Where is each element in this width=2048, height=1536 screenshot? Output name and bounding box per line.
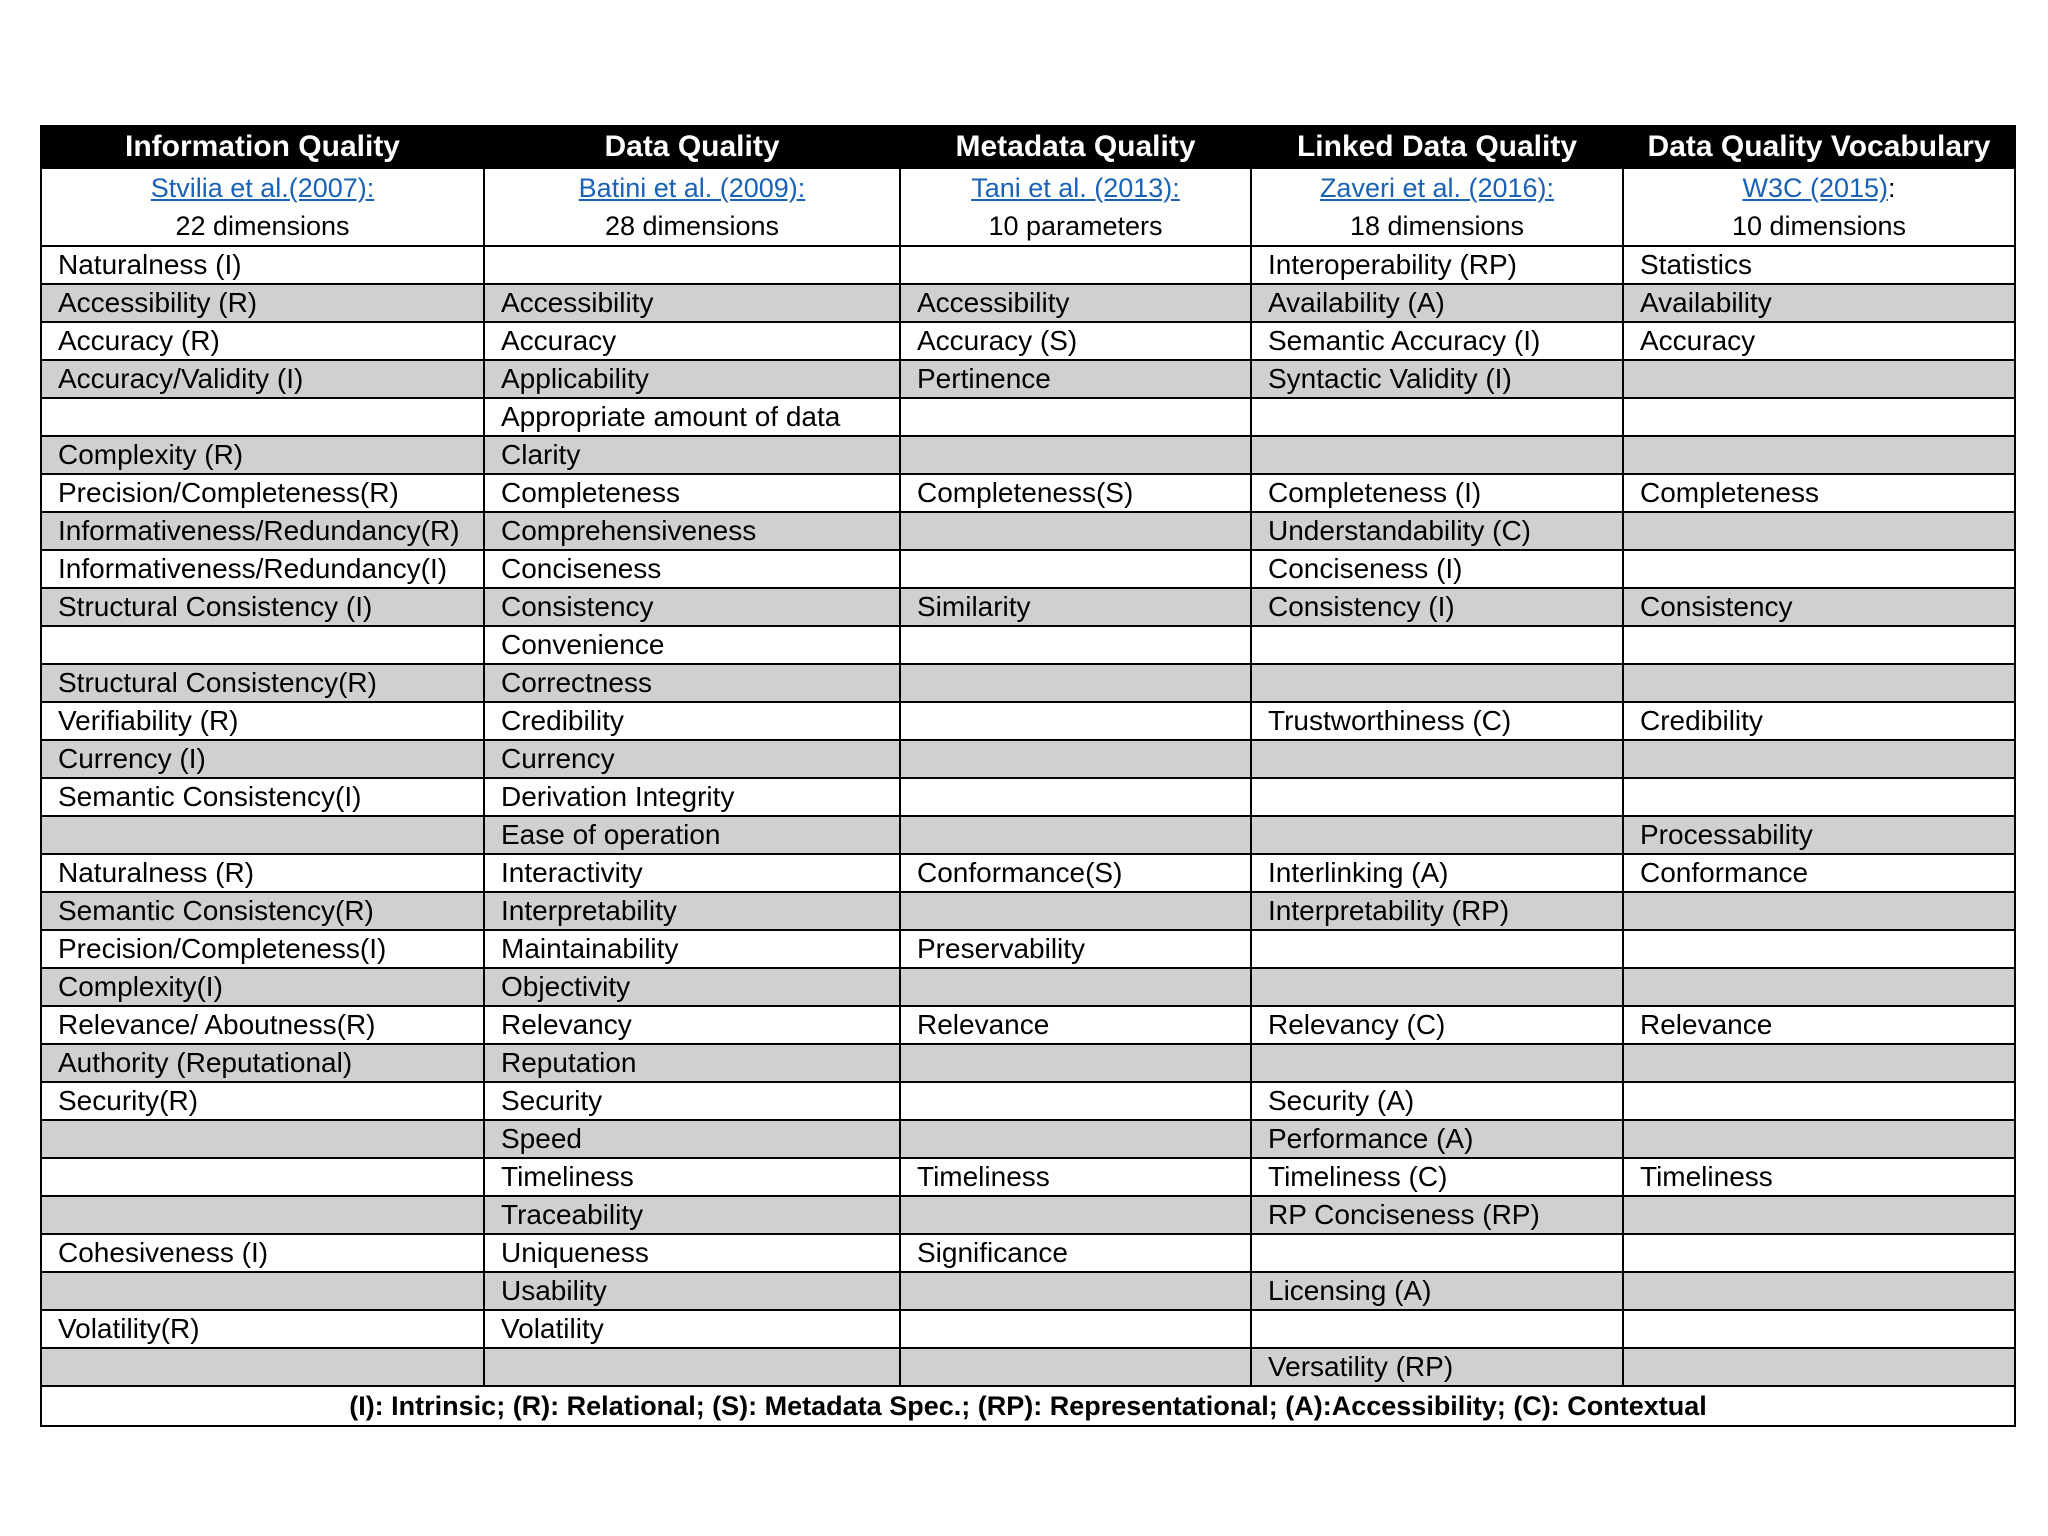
cell-data-quality: Security [484,1082,900,1120]
cell-information-quality: Authority (Reputational) [41,1044,484,1082]
table-row [41,550,2015,588]
cell-data-quality: Accessibility [484,284,900,322]
column-header-linked-data-quality: Linked Data Quality [1251,126,1623,168]
cell-metadata-quality: Conformance(S) [900,854,1251,892]
legend-text: (I): Intrinsic; (R): Relational; (S): Metadata Spec.; (RP): Representational; (A):Accessibility; (C): Contextual [41,1386,2015,1426]
cell-information-quality: Precision/Completeness(R) [41,474,484,512]
cell-data-quality-vocabulary [1623,1044,2015,1082]
cell-data-quality: Interpretability [484,892,900,930]
cell-metadata-quality: Accessibility [900,284,1251,322]
cell-linked-data-quality: Interlinking (A) [1251,854,1623,892]
cell-data-quality-vocabulary [1623,1120,2015,1158]
cell-information-quality [41,1158,484,1196]
cell-data-quality-vocabulary [1623,398,2015,436]
cell-metadata-quality [900,1272,1251,1310]
cell-information-quality [41,816,484,854]
cell-metadata-quality [900,664,1251,702]
cell-metadata-quality [900,246,1251,284]
cell-data-quality [484,246,900,284]
cell-metadata-quality: Significance [900,1234,1251,1272]
quality-comparison-table [40,125,2016,1427]
table-row [41,1310,2015,1348]
column-header-metadata-quality: Metadata Quality [900,126,1251,168]
cell-linked-data-quality: Conciseness (I) [1251,550,1623,588]
cell-data-quality-vocabulary [1623,360,2015,398]
cell-data-quality: Credibility [484,702,900,740]
cell-linked-data-quality: Trustworthiness (C) [1251,702,1623,740]
cell-linked-data-quality [1251,816,1623,854]
table-row [41,930,2015,968]
cell-data-quality: Correctness [484,664,900,702]
cell-metadata-quality [900,398,1251,436]
table-row [41,1082,2015,1120]
cell-information-quality [41,398,484,436]
cell-linked-data-quality [1251,436,1623,474]
cell-information-quality: Volatility(R) [41,1310,484,1348]
cell-data-quality-vocabulary [1623,436,2015,474]
cell-metadata-quality [900,740,1251,778]
cell-data-quality: Interactivity [484,854,900,892]
source-cell-w3c [1623,168,2015,246]
cell-linked-data-quality [1251,664,1623,702]
cell-data-quality-vocabulary [1623,626,2015,664]
cell-data-quality: Completeness [484,474,900,512]
source-row [41,168,2015,246]
cell-data-quality-vocabulary [1623,512,2015,550]
cell-linked-data-quality: Licensing (A) [1251,1272,1623,1310]
cell-data-quality: Appropriate amount of data [484,398,900,436]
cell-data-quality: Accuracy [484,322,900,360]
cell-metadata-quality: Preservability [900,930,1251,968]
cell-linked-data-quality: RP Conciseness (RP) [1251,1196,1623,1234]
cell-linked-data-quality [1251,740,1623,778]
column-header-information-quality: Information Quality [41,126,484,168]
table-body [41,126,2015,1426]
cell-data-quality-vocabulary [1623,1234,2015,1272]
table-row [41,436,2015,474]
cell-metadata-quality [900,1082,1251,1120]
cell-information-quality: Complexity(I) [41,968,484,1006]
cell-information-quality: Security(R) [41,1082,484,1120]
cell-data-quality: Volatility [484,1310,900,1348]
cell-linked-data-quality [1251,398,1623,436]
table-row [41,816,2015,854]
table-row [41,664,2015,702]
table-row [41,1234,2015,1272]
cell-data-quality-vocabulary: Processability [1623,816,2015,854]
cell-information-quality: Semantic Consistency(R) [41,892,484,930]
cell-data-quality: Speed [484,1120,900,1158]
cell-linked-data-quality [1251,1310,1623,1348]
reference-link-zaveri[interactable]: Zaveri et al. (2016): [1319,173,1555,203]
cell-linked-data-quality: Completeness (I) [1251,474,1623,512]
cell-data-quality-vocabulary [1623,778,2015,816]
cell-data-quality: Consistency [484,588,900,626]
cell-data-quality: Usability [484,1272,900,1310]
table-row [41,512,2015,550]
cell-information-quality: Naturalness (R) [41,854,484,892]
cell-information-quality: Accessibility (R) [41,284,484,322]
cell-information-quality: Relevance/ Aboutness(R) [41,1006,484,1044]
cell-linked-data-quality: Consistency (I) [1251,588,1623,626]
cell-metadata-quality: Timeliness [900,1158,1251,1196]
cell-data-quality-vocabulary: Credibility [1623,702,2015,740]
cell-data-quality-vocabulary [1623,1082,2015,1120]
cell-data-quality: Derivation Integrity [484,778,900,816]
cell-data-quality-vocabulary [1623,740,2015,778]
reference-link-tani[interactable]: Tani et al. (2013): [971,173,1180,203]
cell-linked-data-quality: Availability (A) [1251,284,1623,322]
cell-information-quality: Verifiability (R) [41,702,484,740]
cell-data-quality: Traceability [484,1196,900,1234]
cell-information-quality: Semantic Consistency(I) [41,778,484,816]
cell-information-quality: Complexity (R) [41,436,484,474]
table-row [41,1196,2015,1234]
cell-data-quality [484,1348,900,1386]
table-row [41,1158,2015,1196]
column-header-data-quality-vocabulary: Data Quality Vocabulary [1623,126,2015,168]
cell-data-quality-vocabulary: Consistency [1623,588,2015,626]
column-header-data-quality: Data Quality [484,126,900,168]
cell-data-quality-vocabulary [1623,1196,2015,1234]
table-row [41,740,2015,778]
cell-information-quality: Structural Consistency (I) [41,588,484,626]
cell-data-quality: Ease of operation [484,816,900,854]
cell-linked-data-quality: Interoperability (RP) [1251,246,1623,284]
reference-link-batini[interactable]: Batini et al. (2009): [578,173,806,203]
cell-information-quality: Naturalness (I) [41,246,484,284]
cell-data-quality-vocabulary [1623,550,2015,588]
table-row [41,1006,2015,1044]
table-row [41,778,2015,816]
cell-data-quality: Clarity [484,436,900,474]
cell-data-quality: Conciseness [484,550,900,588]
cell-data-quality: Reputation [484,1044,900,1082]
quality-comparison-table-container [40,125,2014,1427]
cell-information-quality: Cohesiveness (I) [41,1234,484,1272]
cell-metadata-quality: Completeness(S) [900,474,1251,512]
cell-metadata-quality [900,626,1251,664]
cell-information-quality [41,1196,484,1234]
table-row [41,892,2015,930]
cell-data-quality: Convenience [484,626,900,664]
cell-metadata-quality [900,816,1251,854]
cell-linked-data-quality: Understandability (C) [1251,512,1623,550]
cell-data-quality-vocabulary [1623,892,2015,930]
table-row [41,284,2015,322]
cell-linked-data-quality: Syntactic Validity (I) [1251,360,1623,398]
cell-linked-data-quality [1251,1234,1623,1272]
cell-information-quality: Informativeness/Redundancy(I) [41,550,484,588]
cell-data-quality-vocabulary: Conformance [1623,854,2015,892]
dimension-count: 22 dimensions [175,211,350,241]
table-row [41,1348,2015,1386]
cell-linked-data-quality: Interpretability (RP) [1251,892,1623,930]
cell-data-quality: Relevancy [484,1006,900,1044]
cell-linked-data-quality [1251,778,1623,816]
table-row [41,322,2015,360]
cell-linked-data-quality [1251,968,1623,1006]
cell-data-quality-vocabulary: Statistics [1623,246,2015,284]
table-row [41,1044,2015,1082]
cell-metadata-quality: Similarity [900,588,1251,626]
reference-link-w3c[interactable]: W3C (2015) [1742,173,1889,203]
cell-linked-data-quality: Performance (A) [1251,1120,1623,1158]
dimension-count: 10 dimensions [1731,211,1907,241]
table-row [41,398,2015,436]
cell-data-quality: Currency [484,740,900,778]
cell-metadata-quality [900,512,1251,550]
dimension-count: 28 dimensions [604,211,780,241]
cell-information-quality [41,1348,484,1386]
cell-data-quality: Uniqueness [484,1234,900,1272]
cell-data-quality-vocabulary [1623,968,2015,1006]
cell-linked-data-quality: Semantic Accuracy (I) [1251,322,1623,360]
cell-linked-data-quality [1251,1044,1623,1082]
table-row [41,1272,2015,1310]
cell-information-quality [41,1120,484,1158]
table-row [41,588,2015,626]
cell-metadata-quality [900,1196,1251,1234]
cell-linked-data-quality [1251,930,1623,968]
parameter-count: 10 parameters [988,211,1163,241]
cell-information-quality: Accuracy/Validity (I) [41,360,484,398]
table-row [41,360,2015,398]
cell-data-quality-vocabulary [1623,1272,2015,1310]
cell-metadata-quality [900,1120,1251,1158]
cell-data-quality-vocabulary [1623,1310,2015,1348]
cell-metadata-quality [900,968,1251,1006]
cell-linked-data-quality: Versatility (RP) [1251,1348,1623,1386]
table-row [41,968,2015,1006]
table-row [41,854,2015,892]
cell-information-quality: Accuracy (R) [41,322,484,360]
cell-information-quality: Currency (I) [41,740,484,778]
cell-metadata-quality: Accuracy (S) [900,322,1251,360]
cell-metadata-quality: Pertinence [900,360,1251,398]
cell-data-quality-vocabulary: Availability [1623,284,2015,322]
cell-data-quality: Comprehensiveness [484,512,900,550]
source-cell-tani [900,168,1251,246]
table-row [41,626,2015,664]
cell-metadata-quality: Relevance [900,1006,1251,1044]
reference-link-stvilia[interactable]: Stvilia et al.(2007): [150,173,375,203]
table-row [41,702,2015,740]
header-row [41,126,2015,168]
cell-linked-data-quality: Timeliness (C) [1251,1158,1623,1196]
cell-metadata-quality [900,892,1251,930]
cell-data-quality-vocabulary: Relevance [1623,1006,2015,1044]
cell-metadata-quality [900,1348,1251,1386]
cell-information-quality: Informativeness/Redundancy(R) [41,512,484,550]
dimension-count: 18 dimensions [1349,211,1525,241]
cell-data-quality: Timeliness [484,1158,900,1196]
cell-information-quality [41,626,484,664]
cell-linked-data-quality: Relevancy (C) [1251,1006,1623,1044]
table-row [41,474,2015,512]
cell-data-quality: Objectivity [484,968,900,1006]
table-row [41,1120,2015,1158]
cell-data-quality-vocabulary [1623,1348,2015,1386]
reference-suffix: : [1888,173,1896,203]
cell-data-quality-vocabulary: Timeliness [1623,1158,2015,1196]
cell-metadata-quality [900,1044,1251,1082]
cell-metadata-quality [900,436,1251,474]
cell-information-quality [41,1272,484,1310]
source-cell-stvilia [41,168,484,246]
legend-row [41,1386,2015,1426]
source-cell-batini [484,168,900,246]
cell-data-quality-vocabulary: Accuracy [1623,322,2015,360]
source-cell-zaveri [1251,168,1623,246]
cell-data-quality-vocabulary [1623,664,2015,702]
cell-metadata-quality [900,702,1251,740]
cell-linked-data-quality: Security (A) [1251,1082,1623,1120]
cell-metadata-quality [900,1310,1251,1348]
cell-information-quality: Structural Consistency(R) [41,664,484,702]
cell-information-quality: Precision/Completeness(I) [41,930,484,968]
cell-data-quality: Applicability [484,360,900,398]
cell-data-quality: Maintainability [484,930,900,968]
table-row [41,246,2015,284]
cell-metadata-quality [900,778,1251,816]
cell-metadata-quality [900,550,1251,588]
cell-data-quality-vocabulary [1623,930,2015,968]
cell-linked-data-quality [1251,626,1623,664]
cell-data-quality-vocabulary: Completeness [1623,474,2015,512]
